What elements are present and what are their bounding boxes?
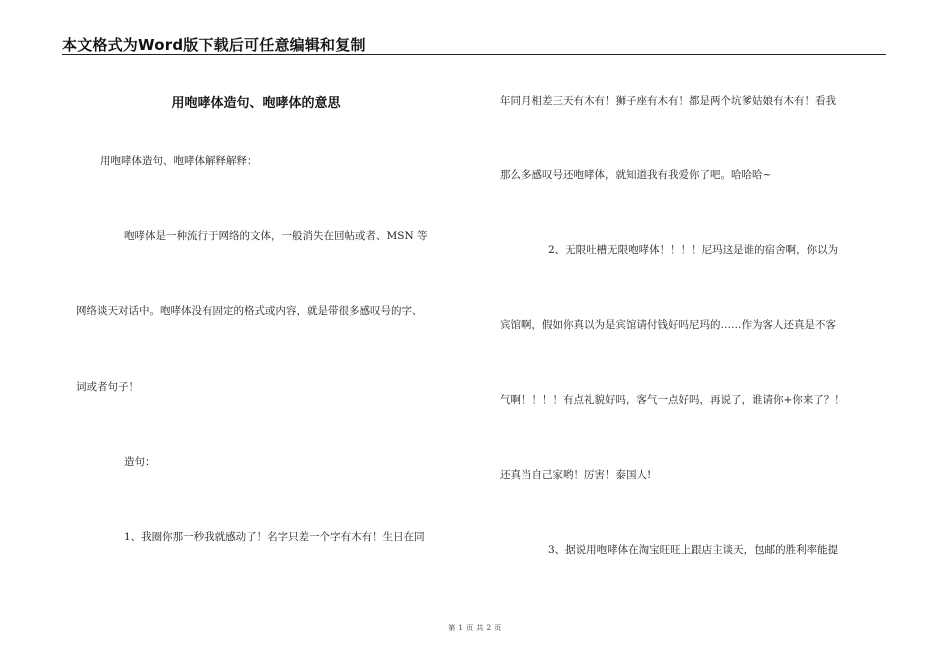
section-heading-examples: 造句： xyxy=(124,456,156,468)
paragraph-intro: 用咆哮体造句、咆哮体解释解释： xyxy=(100,155,258,167)
example-1-line-1: 1、我圈你那一秒我就感动了！名字只差一个字有木有！生日在同 xyxy=(124,531,425,543)
article-title: 用咆哮体造句、咆哮体的意思 xyxy=(171,96,341,111)
page-indicator: 第 1 页 共 2 页 xyxy=(448,624,502,632)
banner-divider xyxy=(62,54,886,55)
paragraph-definition-line-3: 词或者句子！ xyxy=(76,381,139,393)
example-2-line-3: 气啊！！！！有点礼貌好吗，客气一点好吗，再说了，谁请你+你来了？！ xyxy=(500,394,845,406)
example-1-line-2: 年同月相差三天有木有！狮子座有木有！都是两个坑爹姑娘有木有！看我 xyxy=(500,95,836,107)
paragraph-definition-line-2: 网络谈天对话中。咆哮体没有固定的格式或内容，就是带很多感叹号的字、 xyxy=(76,305,423,317)
paragraph-definition-line-1: 咆哮体是一种流行于网络的文体，一般消失在回帖或者、MSN 等 xyxy=(124,230,428,242)
document-banner: 本文格式为Word版下载后可任意编辑和复制 xyxy=(62,36,366,54)
example-2-line-1: 2、无限吐槽无限咆哮体！！！！尼玛这是谁的宿舍啊，你以为 xyxy=(548,244,839,256)
example-2-line-4: 还真当自己家哟！厉害！泰国人! xyxy=(500,469,652,481)
example-2-line-2: 宾馆啊，假如你真以为是宾馆请付钱好吗尼玛的……作为客人还真是不客 xyxy=(500,319,836,331)
example-1-line-3: 那么多感叹号还咆哮体，就知道我有我爱你了吧。哈哈哈~ xyxy=(500,169,772,181)
example-3-line-1: 3、据说用咆哮体在淘宝旺旺上跟店主谈天，包邮的胜利率能提 xyxy=(548,544,839,556)
